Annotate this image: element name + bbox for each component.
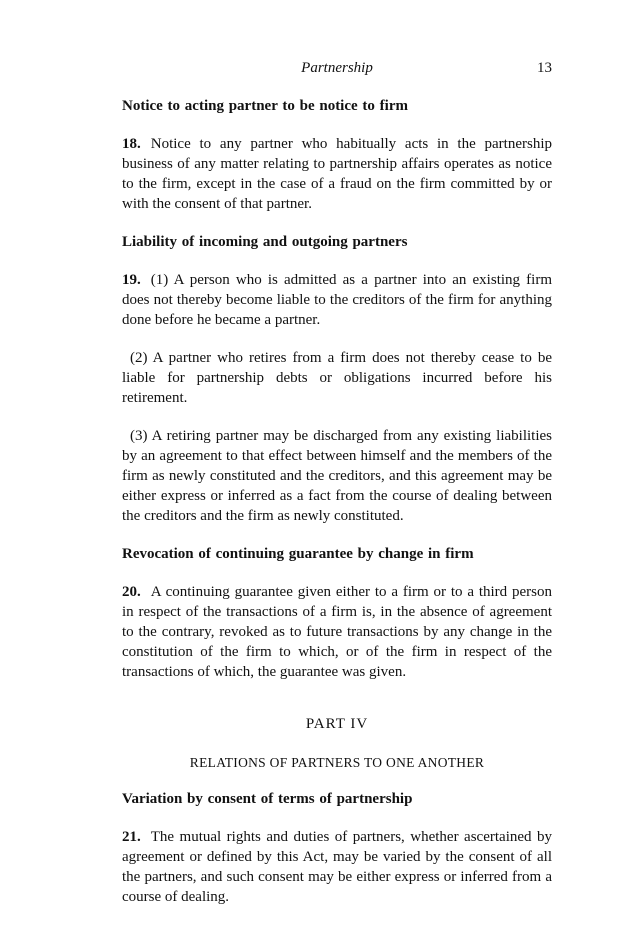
section-19-subsection-1 xyxy=(122,270,552,330)
page-number: 13 xyxy=(537,60,552,76)
part-label: PART IV xyxy=(305,716,369,732)
section-21-text xyxy=(122,827,552,907)
section-21-body: The mutual rights and duties of partners, whether ascertained by agreement or defined by this Act, may be varied by the consent of all the partners, and such consent may be either express or inferred from a course of dealing. xyxy=(122,829,552,905)
section-18-body: Notice to any partner who habitually acts in the partnership business of any matter relating to partnership affairs operates as notice to the firm, except in the case of a fraud on the firm committed by or with the consent of that partner. xyxy=(122,136,552,212)
section-20-heading: Revocation of continuing guarantee by change in firm xyxy=(122,546,474,562)
section-19-subsection-3: (3) A retiring partner may be discharged from any existing liabilities by an agreement to that effect between himself and the members of the firm as newly constituted and the creditors, and this agreement may be either express or inferred as a fact from the course of dealing between the creditors and the firm as newly constituted. xyxy=(122,428,552,524)
section-19-number: 19. xyxy=(122,272,141,288)
section-18-heading: Notice to acting partner to be notice to firm xyxy=(122,98,408,114)
section-20-body: A continuing guarantee given either to a firm or to a third person in respect of the transactions of a firm is, in the absence of agreement to the contrary, revoked as to future transactions by any change in the constitution of the firm to which, or of the firm in respect of the transactions of which, the guarantee was given. xyxy=(122,584,552,680)
running-title: Partnership xyxy=(301,60,373,76)
section-19-subsection-2: (2) A partner who retires from a firm does not thereby cease to be liable for partnership debts or obligations incurred before his retirement. xyxy=(122,350,552,406)
section-21-number: 21. xyxy=(122,829,141,845)
document-page xyxy=(122,60,552,925)
part-title: RELATIONS OF PARTNERS TO ONE ANOTHER xyxy=(189,755,485,770)
section-19-heading: Liability of incoming and outgoing partners xyxy=(122,234,408,250)
section-21-heading: Variation by consent of terms of partnership xyxy=(122,791,413,807)
running-header xyxy=(122,60,552,82)
section-20-number: 20. xyxy=(122,584,141,600)
section-20-text xyxy=(122,582,552,682)
section-18-text xyxy=(122,134,552,214)
section-19-p1: (1) A person who is admitted as a partner into an existing firm does not thereby become liable to the creditors of the firm for anything done before he became a partner. xyxy=(122,272,552,328)
section-18-number: 18. xyxy=(122,136,141,152)
